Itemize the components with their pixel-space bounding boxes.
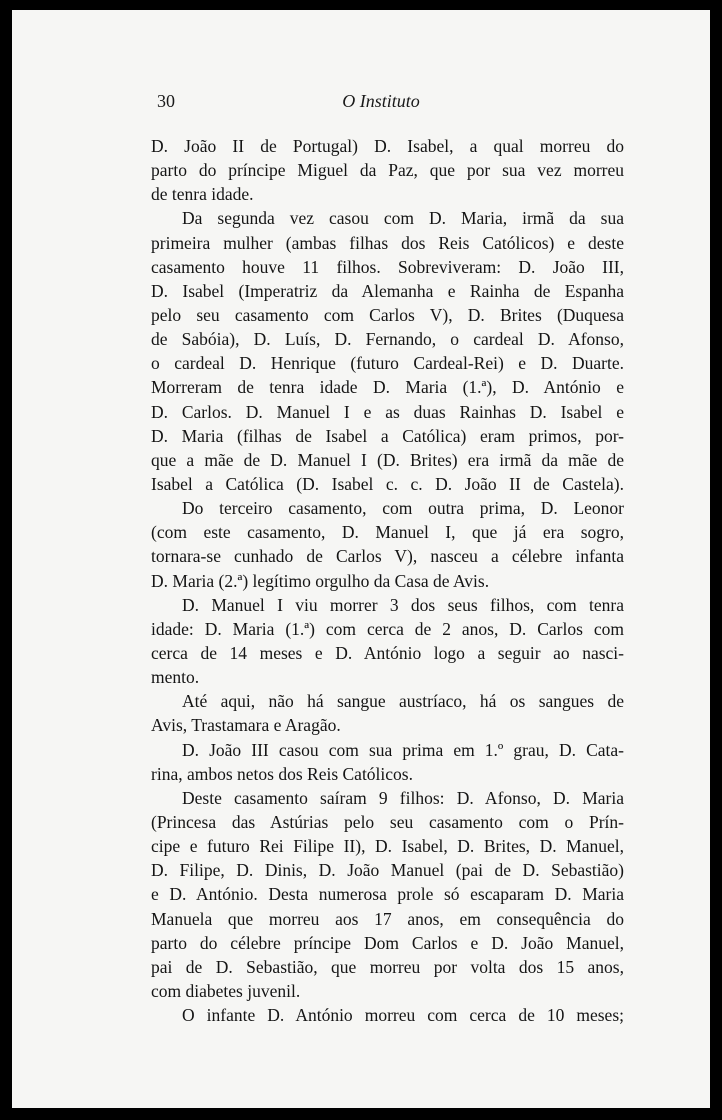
document-page <box>12 10 710 1108</box>
text-line: que a mãe de D. Manuel I (D. Brites) era irmã da mãe de <box>151 449 624 470</box>
text-line: Morreram de tenra idade D. Maria (1.ª), D. António e <box>151 377 624 398</box>
text-line: D. Maria (2.ª) legítimo orgulho da Casa de Avis. <box>151 570 490 591</box>
text-line: de Sabóia), D. Luís, D. Fernando, o cardeal D. Afonso, <box>151 329 624 350</box>
text-line: Isabel a Católica (D. Isabel c. c. D. João II de Castela). <box>151 473 624 494</box>
text-line: mento. <box>151 667 200 688</box>
text-line: D. Isabel (Imperatriz da Alemanha e Rainha de Espanha <box>151 280 624 301</box>
text-line: cerca de 14 meses e D. António logo a seguir ao nasci- <box>151 642 624 663</box>
page-number: 30 <box>157 91 175 111</box>
text-line: parto do célebre príncipe Dom Carlos e D. João Manuel, <box>151 932 624 953</box>
text-line: tornara-se cunhado de Carlos V), nasceu a célebre infanta <box>151 546 624 567</box>
text-line: pelo seu casamento com Carlos V), D. Brites (Duquesa <box>151 304 624 325</box>
text-line: e D. António. Desta numerosa prole só escaparam D. Maria <box>151 884 624 905</box>
text-line: casamento houve 11 filhos. Sobreviveram: D. João III, <box>151 256 624 277</box>
text-line: Da segunda vez casou com D. Maria, irmã da sua <box>182 208 624 229</box>
text-line: primeira mulher (ambas filhas dos Reis Católicos) e deste <box>151 232 624 253</box>
text-line: D. João III casou com sua prima em 1.º grau, D. Cata- <box>182 739 624 760</box>
body-text <box>151 134 624 1027</box>
text-line: cipe e futuro Rei Filipe II), D. Isabel, D. Brites, D. Manuel, <box>151 836 624 857</box>
text-line: D. Filipe, D. Dinis, D. João Manuel (pai de D. Sebastião) <box>151 860 624 881</box>
text-line: (com este casamento, D. Manuel I, que já era sogro, <box>151 522 624 543</box>
text-line: de tenra idade. <box>151 184 254 205</box>
text-line: parto do príncipe Miguel da Paz, que por sua vez morreu <box>151 160 624 181</box>
text-line: Avis, Trastamara e Aragão. <box>151 715 341 736</box>
text-line: com diabetes juvenil. <box>151 980 301 1001</box>
text-line: rina, ambos netos dos Reis Católicos. <box>151 763 413 784</box>
text-line: D. João II de Portugal) D. Isabel, a qual morreu do <box>151 136 624 156</box>
running-title: O Instituto <box>342 91 420 111</box>
text-line: Do terceiro casamento, com outra prima, D. Leonor <box>182 498 624 519</box>
text-line: Até aqui, não há sangue austríaco, há os sangues de <box>182 691 624 712</box>
text-line: D. Maria (filhas de Isabel a Católica) eram primos, por- <box>151 425 624 446</box>
text-line: D. Carlos. D. Manuel I e as duas Rainhas D. Isabel e <box>151 401 624 422</box>
text-line: Manuela que morreu aos 17 anos, em consequência do <box>151 908 624 929</box>
text-line: (Princesa das Astúrias pelo seu casamento com o Prín- <box>151 811 624 832</box>
text-line: pai de D. Sebastião, que morreu por volta dos 15 anos, <box>151 956 624 977</box>
text-line: D. Manuel I viu morrer 3 dos seus filhos, com tenra <box>182 594 624 615</box>
text-line: o cardeal D. Henrique (futuro Cardeal-Rei) e D. Duarte. <box>151 353 624 374</box>
text-line: Deste casamento saíram 9 filhos: D. Afonso, D. Maria <box>182 787 624 808</box>
text-line: O infante D. António morreu com cerca de 10 meses; <box>182 1005 624 1026</box>
text-line: idade: D. Maria (1.ª) com cerca de 2 anos, D. Carlos com <box>151 618 624 639</box>
